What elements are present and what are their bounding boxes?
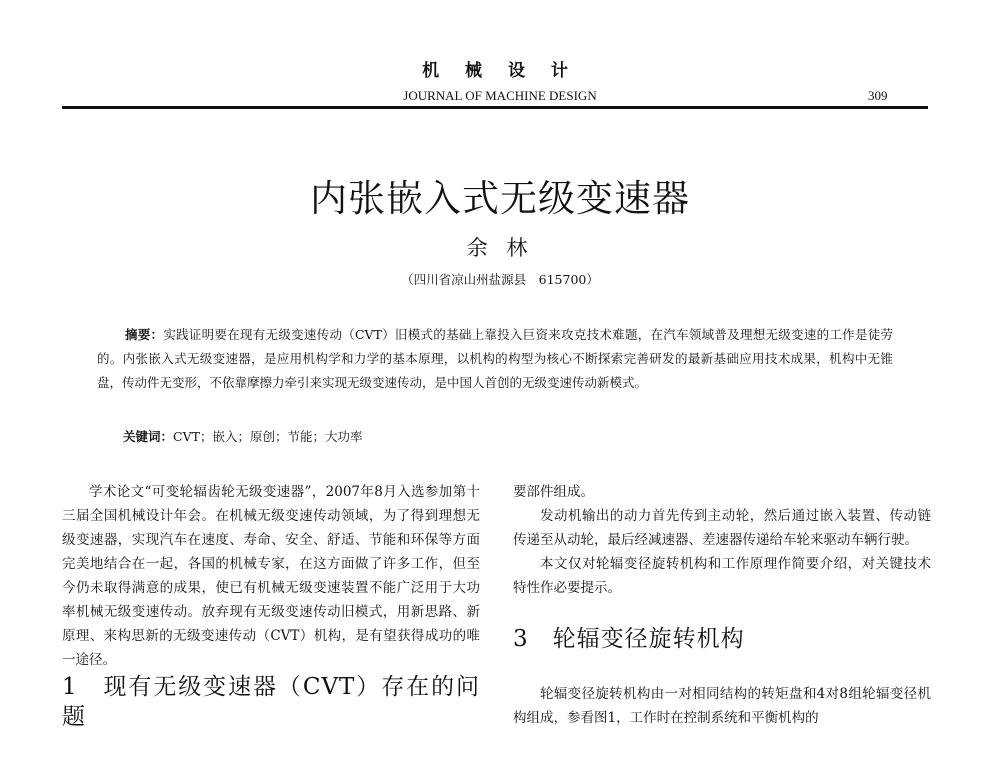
journal-name-en: JOURNAL OF MACHINE DESIGN [403,88,597,103]
keywords-block [123,427,883,445]
abstract-block [97,323,893,395]
abstract-text: 实践证明要在现有无级变速传动（CVT）旧模式的基础上靠投入巨资来攻克技术难题，在汽车领域普及理想无级变速的工作是徒劳的。内张嵌入式无级变速器，是应用机构学和力学的基本原理，以机构的构型为核心不断探索完善研发的最新基础应用技术成果，机构中无锥盘，传动件无变形，不依靠摩擦力牵引来实现无级变速传动，是中国人首创的无级变速传动新模式。 [97,327,893,390]
left-column [62,480,480,732]
page-number: 309 [868,88,888,103]
paper-title: 内张嵌入式无级变速器 [310,177,690,220]
section-1-heading: 1 现有无级变速器（CVT）存在的问题 [62,674,480,730]
right-column [513,480,931,730]
right-paragraph-power-flow: 发动机输出的动力首先传到主动轮，然后通过嵌入装置、传动链传递至从动轮，最后经减速器、差速器传递给车轮来驱动车辆行驶。 [513,508,931,548]
journal-name-cn: 机 械 设 计 [422,61,578,81]
section-3-heading: 3 轮辐变径旋转机构 [513,626,745,652]
right-paragraph-continuation: 要部件组成。 [513,484,594,500]
header-rule [62,106,928,109]
author-name: 余 林 [466,236,534,260]
right-paragraph-scope: 本文仅对轮辐变径旋转机构和工作原理作简要介绍，对关键技术特性作必要提示。 [513,556,931,596]
right-paragraph-mechanism: 轮辐变径旋转机构由一对相同结构的转矩盘和4对8组轮辐变径机构组成，参看图1，工作时在控制系统和平衡机构的 [513,686,931,726]
abstract-label: 摘要： [125,327,164,342]
keywords-text: CVT；嵌入；原创；节能；大功率 [173,429,363,444]
author-affiliation: （四川省凉山州盐源县 615700） [401,272,599,287]
keywords-label: 关键词： [123,429,174,444]
intro-paragraph: 学术论文“可变轮辐齿轮无级变速器”，2007年8月入选参加第十三届全国机械设计年会。在机械无级变速传动领域，为了得到理想无级变速器，实现汽车在速度、寿命、安全、舒适、节能和环保等方面完美地结合在一起，各国的机械专家，在这方面做了许多工作，但至今仍未取得满意的成果，使已有机械无级变速装置不能广泛用于大功率机械无级变速传动。放弃现有无级变速传动旧模式，用新思路、新原理、来构思新的无级变速传动（CVT）机构，是有望获得成功的唯一途径。 [62,484,480,668]
